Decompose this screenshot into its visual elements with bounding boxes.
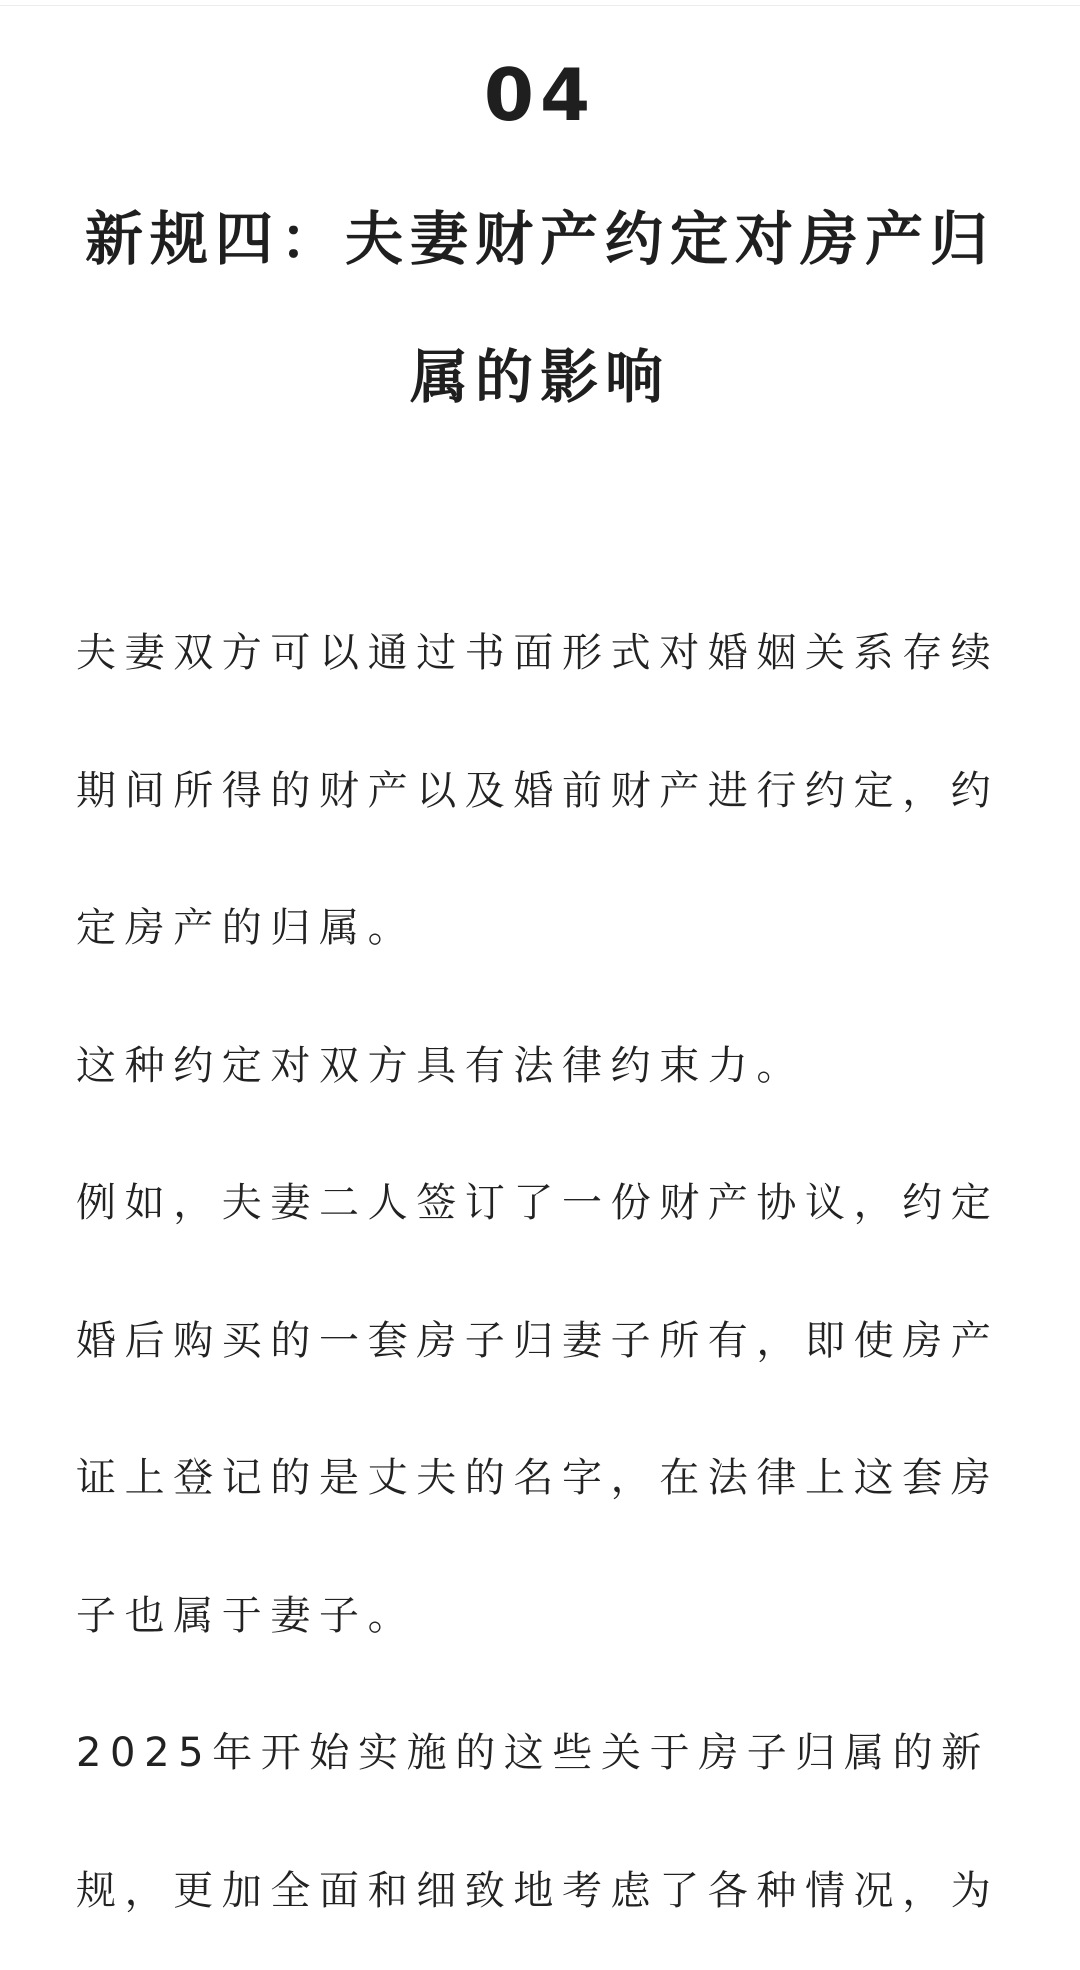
paragraph: 例如，夫妻二人签订了一份财产协议，约定婚后购买的一套房子归妻子所有，即使房产证上登记的是丈夫的名字，在法律上这套房子也属于妻子。	[76, 1180, 1000, 1639]
paragraph: 2025年开始实施的这些关于房子归属的新规，更加全面和细致地考虑了各种情况，为	[76, 1730, 1000, 1914]
article-body	[76, 585, 1006, 1960]
top-divider	[0, 5, 1080, 6]
paragraph: 夫妻双方可以通过书面形式对婚姻关系存续期间所得的财产以及婚前财产进行约定，约定房产的归属。	[76, 630, 1000, 951]
section-title: 新规四：夫妻财产约定对房产归属的影响	[84, 205, 995, 411]
paragraph: 这种约定对双方具有法律约束力。	[76, 1042, 805, 1089]
section-number: 04	[483, 53, 597, 137]
